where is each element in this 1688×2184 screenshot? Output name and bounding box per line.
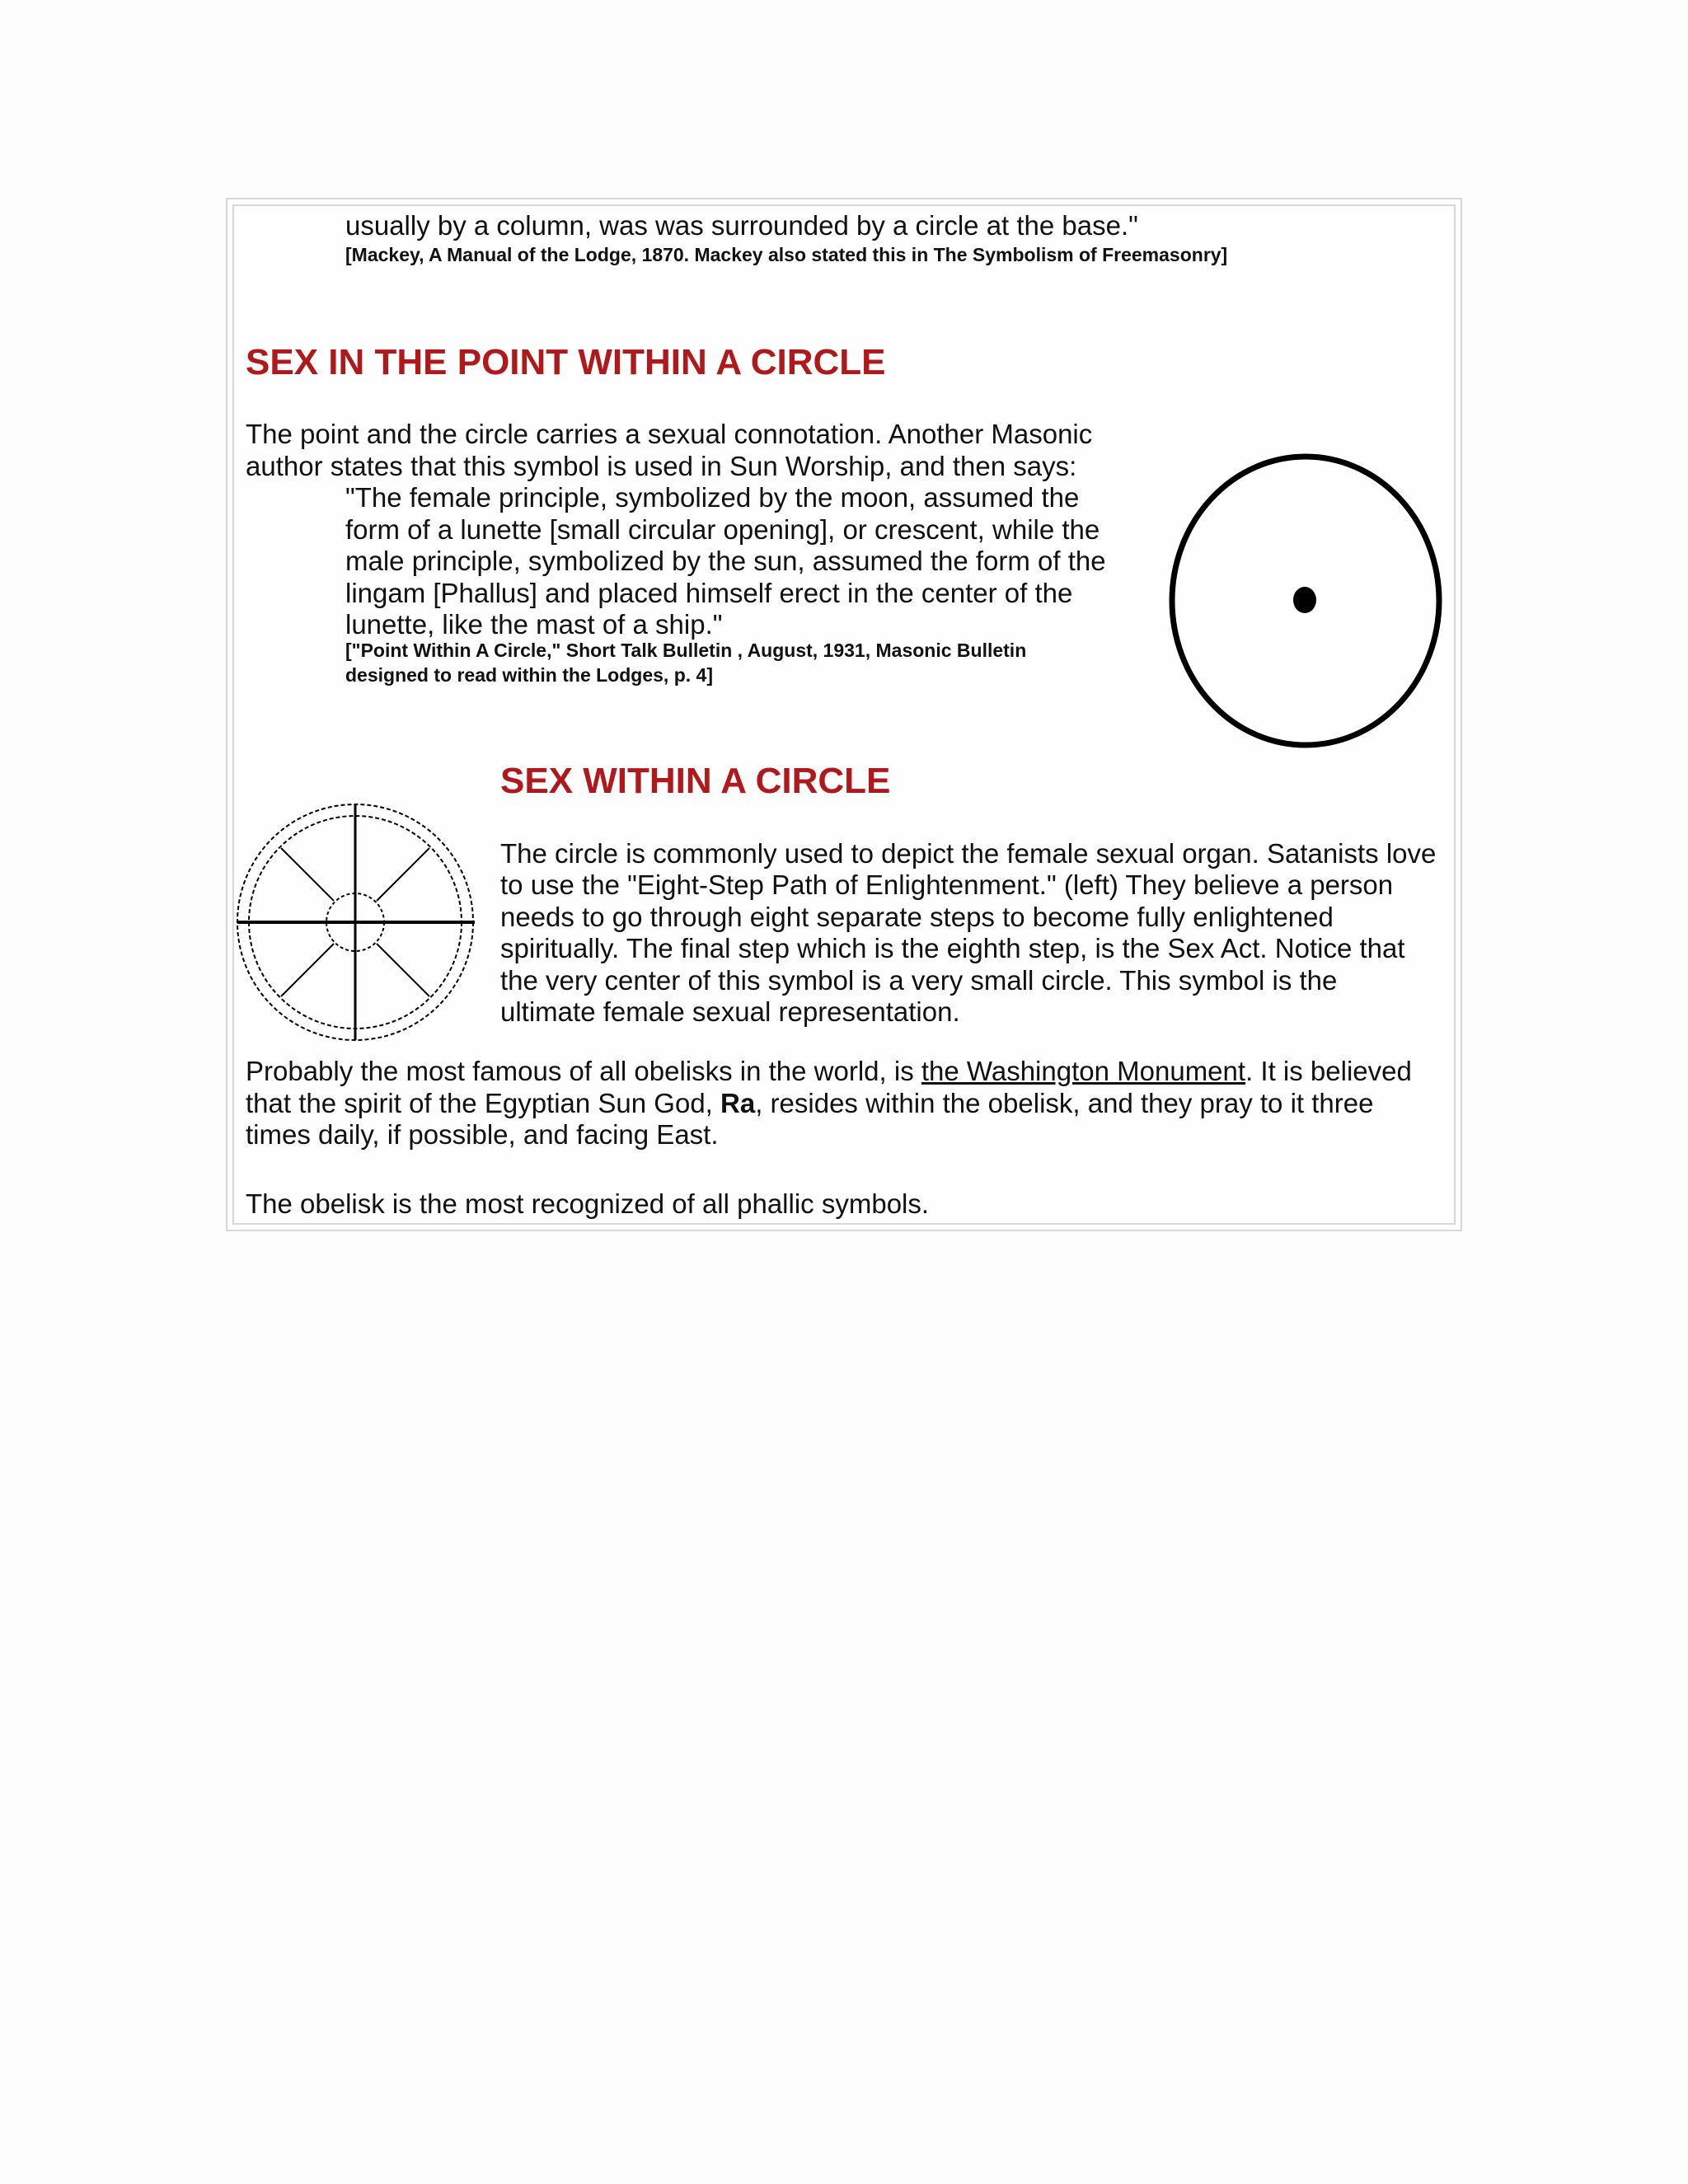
section-heading-within-circle: SEX WITHIN A CIRCLE bbox=[500, 761, 891, 801]
obelisk-closing-line: The obelisk is the most recognized of all phallic symbols. bbox=[246, 1188, 930, 1219]
body-line-6: ultimate female sexual representation. bbox=[500, 996, 960, 1027]
intro-line-2: author states that this symbol is used in Sun Worship, and then says: bbox=[246, 451, 1077, 481]
obelisk-line-2-text: that the spirit of the Egyptian Sun God, bbox=[246, 1088, 721, 1118]
obelisk-line-3: times daily, if possible, and facing East. bbox=[246, 1119, 719, 1150]
bulletin-citation-line-2: designed to read within the Lodges, p. 4] bbox=[345, 664, 713, 686]
body-line-4: spiritually. The final step which is the eighth step, is the Sex Act. Notice that bbox=[500, 933, 1405, 963]
obelisk-line-1 bbox=[246, 1055, 1412, 1087]
eight-step-path-symbol bbox=[233, 799, 481, 1046]
quote-line-5: lunette, like the mast of a ship." bbox=[345, 609, 723, 640]
quote-line-4: lingam [Phallus] and placed himself erect in the center of the bbox=[345, 578, 1073, 608]
mackey-citation: [Mackey, A Manual of the Lodge, 1870. Mackey also stated this in The Symbolism of Freemasonry] bbox=[345, 244, 1228, 265]
body-line-3: needs to go through eight separate steps to become fully enlightened bbox=[500, 902, 1334, 932]
obelisk-line-2-tail: , resides within the obelisk, and they pray to it three bbox=[755, 1088, 1374, 1118]
obelisk-line-1-text: Probably the most famous of all obelisks in the world, is bbox=[246, 1056, 921, 1086]
washington-monument-link[interactable]: the Washington Monument bbox=[921, 1056, 1246, 1086]
section-heading-point-within-circle: SEX IN THE POINT WITHIN A CIRCLE bbox=[246, 342, 886, 382]
body-line-1: The circle is commonly used to depict the female sexual organ. Satanists love bbox=[500, 838, 1437, 869]
quote-line-1: "The female principle, symbolized by the moon, assumed the bbox=[345, 482, 1080, 513]
intro-line-1: The point and the circle carries a sexual connotation. Another Masonic bbox=[246, 419, 1093, 449]
body-line-5: the very center of this symbol is a very small circle. This symbol is the bbox=[500, 965, 1338, 996]
point-within-circle-image bbox=[1165, 452, 1446, 752]
obelisk-line-1-tail: . It is believed bbox=[1245, 1056, 1412, 1086]
bulletin-citation-line-1: ["Point Within A Circle," Short Talk Bulletin , August, 1931, Masonic Bulletin bbox=[345, 640, 1027, 661]
quote-line-3: male principle, symbolized by the sun, assumed the form of the bbox=[345, 546, 1106, 576]
body-line-2: to use the "Eight-Step Path of Enlightenment." (left) They believe a person bbox=[500, 869, 1394, 900]
ra-bold-text: Ra bbox=[720, 1088, 756, 1118]
obelisk-line-2 bbox=[246, 1087, 1373, 1119]
quote-continuation: usually by a column, was was surrounded by a circle at the base." bbox=[345, 210, 1138, 241]
quote-line-2: form of a lunette [small circular opening], or crescent, while the bbox=[345, 514, 1100, 545]
